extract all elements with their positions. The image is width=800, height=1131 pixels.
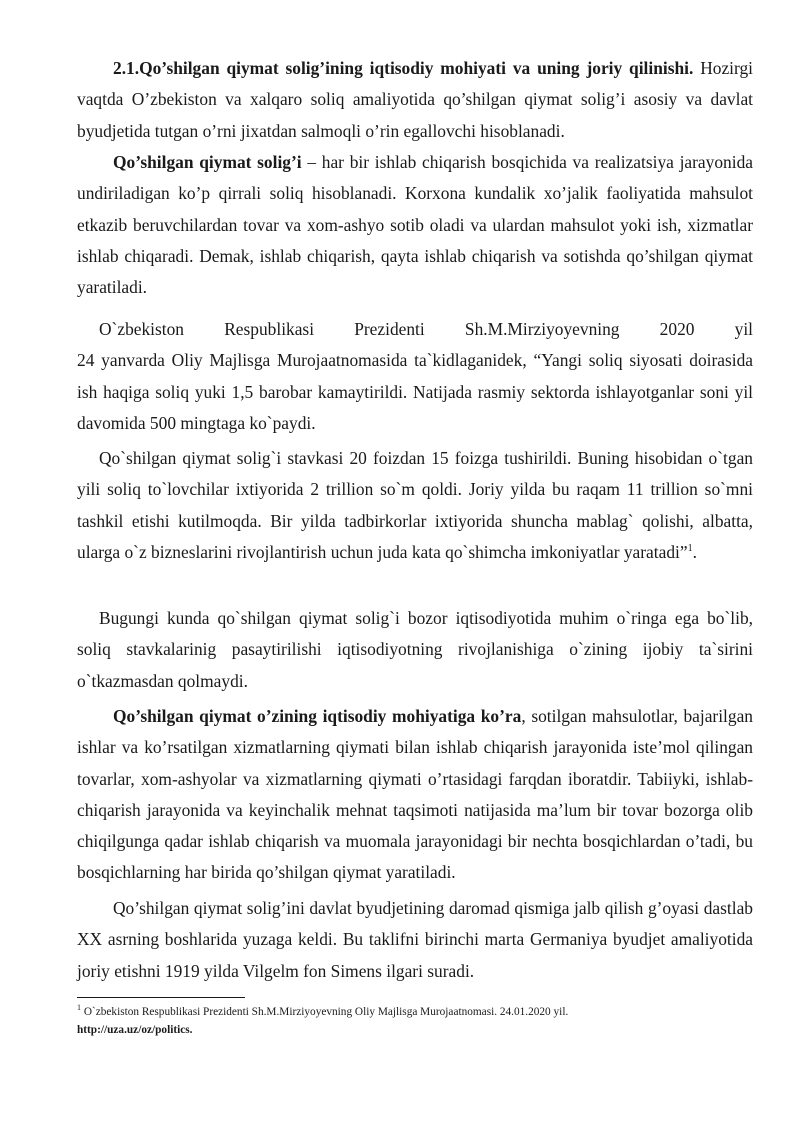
footnote-divider xyxy=(77,997,245,998)
word: O`zbekiston xyxy=(99,319,185,339)
word: Respublikasi xyxy=(224,319,315,339)
word: 2020 xyxy=(659,319,695,339)
president-first-line xyxy=(99,314,753,345)
word: Prezidenti xyxy=(354,319,425,339)
essence-lead: Qo’shilgan qiymat o’zining iqtisodiy mohiyatiga ko’ra xyxy=(113,706,522,726)
section-title: 2.1.Qo’shilgan qiymat solig’ining iqtisodiy mohiyati va uning joriy qilinishi. xyxy=(113,58,694,78)
definition-text: – har bir ishlab chiqarish bosqichida va realizatsiya jarayonida undiriladigan ko’p qirrali soliq hisoblanadi. Korxona kundalik xo’jalik faoliyatida mahsulot etkazib beruvchilardan tovar va xom-ashyo sotib oladi va ulardan mahsulot yoki ish, xizmatlar ishlab chiqaradi. Demak, ishlab chiqarish, qayta ishlab chiqarish va sotishda qo’shilgan qiymat yaratiladi. xyxy=(77,152,753,298)
history-paragraph xyxy=(77,893,753,987)
definition-paragraph xyxy=(77,147,753,303)
definition-term: Qo’shilgan qiymat solig’i xyxy=(113,152,302,172)
word: yil xyxy=(734,319,753,339)
word: Sh.M.Mirziyoyevning xyxy=(464,319,620,339)
footnote-link[interactable]: http://uza.uz/oz/politics. xyxy=(77,1024,193,1036)
footnote-marker: 1 xyxy=(77,1003,81,1013)
vat-rate-text: Qo`shilgan qiymat solig`i stavkasi 20 foizdan 15 foizga tushirildi. Buning hisobidan o`tgan yili soliq to`lovchilar ixtiyorida 2 trillion so`m qoldi. Joriy yilda bu raqam 11 trillion so`mni tashkil etishi kutilmoqda. Bir yilda tadbirkorlar ixtiyorida shuncha mablag` qolishi, albatta, ularga o`z bizneslarini rivojlantirish uchun juda kata qo`shimcha imkoniyatlar yaratadi” xyxy=(77,448,753,562)
footnote-text: O`zbekiston Respublikasi Prezidenti Sh.M.Mirziyoyevning Oliy Majlisga Murojaatnomasi. 24.01.2020 yil. xyxy=(81,1006,569,1018)
sentence-end: . xyxy=(692,541,697,562)
today-paragraph xyxy=(77,603,753,697)
essence-text: , sotilgan mahsulotlar, bajarilgan ishlar va ko’rsatilgan xizmatlarning qiymati bilan ishlab chiqarish jarayonida iste’mol qilingan tovarlar, xom-ashyolar va xizmatlarning qiymati o’rtasidagi farqdan iboratdir. Tabiiyki, ishlab-chiqarish jarayonida va keyinchalik mehnat taqsimoti natijasida ma’lum bir tovar bozorga olib chiqilgunga qadar ishlab chiqarish va muomala jarayonidagi bir nechta bosqichlardan o’tadi, bu bosqichlarning har birida qo’shilgan qiymat yaratiladi. xyxy=(77,706,753,883)
today-text: Bugungi kunda qo`shilgan qiymat solig`i bozor iqtisodiyotida muhim o`ringa ega bo`lib, soliq stavkalarinig pasaytirilishi iqtisodiyotning rivojlanishiga o`zining ijobiy ta`sirini o`tkazmasdan qolmaydi. xyxy=(77,608,753,691)
footnote-reference[interactable]: 1 xyxy=(687,543,693,555)
footnote xyxy=(77,1003,753,1039)
footnote-line xyxy=(77,1003,753,1021)
intro-text: Hozirgi vaqtda O’zbekiston va xalqaro soliq amaliyotida qo’shilgan qiymat solig’i asosiy va davlat byudjetida tutgan o’rni jixatdan salmoqli o’rin egallovchi hisoblanadi. xyxy=(77,58,753,141)
history-text: Qo’shilgan qiymat solig’ini davlat byudjetining daromad qismiga jalb qilish g’oyasi dastlab XX asrning boshlarida yuzaga keldi. Bu taklifni birinchi marta Germaniya byudjet amaliyotida joriy etishni 1919 yilda Vilgelm fon Simens ilgari suradi. xyxy=(77,898,753,981)
president-quote-text: 24 yanvarda Oliy Majlisga Murojaatnomasida ta`kidlaganidek, “Yangi soliq siyosati doirasida ish haqiga soliq yuki 1,5 barobar kamaytirildi. Natijada rasmiy sektorda ishlayotganlar soni yil davomida 500 mingtaga ko`paydi. xyxy=(77,350,753,433)
essence-paragraph xyxy=(77,701,753,889)
section-heading-paragraph xyxy=(77,53,753,147)
vat-rate-paragraph xyxy=(77,443,753,568)
president-quote-paragraph xyxy=(77,314,753,439)
